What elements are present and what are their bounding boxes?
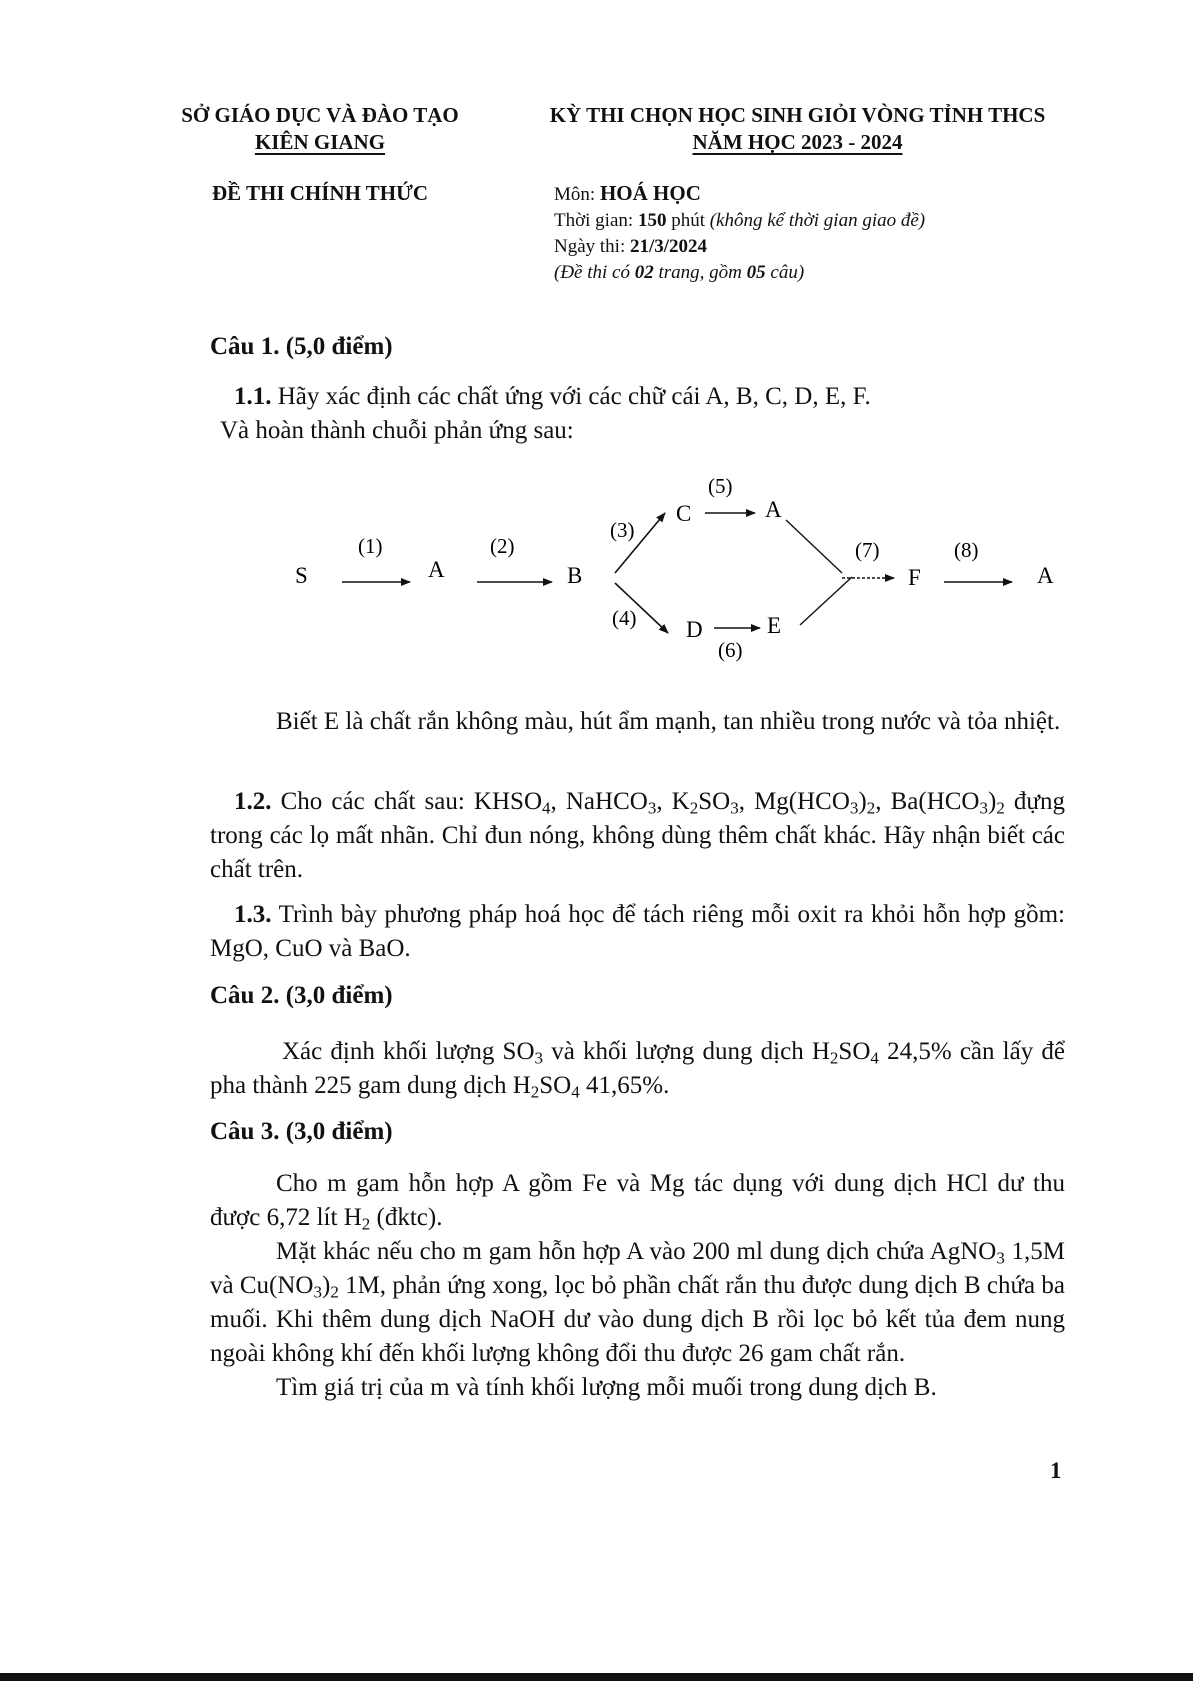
- step-8: (8): [954, 538, 979, 562]
- p12-text: , NaHCO: [550, 788, 648, 815]
- pages-questions: 05: [746, 262, 766, 283]
- pages-pre: (Đề thi có: [554, 262, 635, 283]
- q3-text: Tìm giá trị của m và tính khối lượng mỗi muối trong dung dịch B.: [276, 1374, 937, 1401]
- p12-text: đựng trong các lọ mất nhãn. Chỉ đun nóng, không dùng thêm chất khác. Hãy nhận biết các chất trên.: [210, 788, 1065, 883]
- q2-body: Xác định khối lượng $SO_3$ và khối lượng dung dịch $H_2SO_4$ 24,5% cần lấy để pha thành 225 gam dung dịch $H_2SO_4$ 41,65%.: [210, 1038, 1065, 1102]
- q1-part2: 1.2. Cho các chất sau: $KHSO_4$, NaHCO$_3$, $K_2SO_3$, $Mg(HCO_3)_2$, $Ba(HCO_3)_2$ đựng trong các lọ mất nhãn. Chỉ đun nóng, không dùng thêm chất khác. Hãy nhận biết các chất trên.: [210, 788, 1065, 883]
- species-c: C: [676, 501, 692, 526]
- step-2: (2): [490, 534, 515, 558]
- q3-text: Cho m gam hỗn hợp A gồm Fe và Mg tác dụng với dung dịch HCl dư thu được 6,72 lít H: [210, 1170, 1065, 1231]
- q3-body: Cho m gam hỗn hợp A gồm Fe và Mg tác dụng với dung dịch HCl dư thu được 6,72 lít $H_2$ (đktc). Mặt khác nếu cho m gam hỗn hợp A vào 200 ml dung dịch chứa AgNO$_3$ 1,5M và $Cu(NO_3)_2$ 1M, phản ứng xong, lọc bỏ phần chất rắn thu được dung dịch B chứa ba muối. Khi thêm dung dịch NaOH dư vào dung dịch B rồi lọc bỏ kết tủa đem nung ngoài không khí đến khối lượng không đổi thu được 26 gam chất rắn. Tìm giá trị của m và tính khối lượng mỗi muối trong dung dịch B.: [210, 1167, 1065, 1405]
- department-name: SỞ GIÁO DỤC VÀ ĐÀO TẠO: [181, 103, 459, 127]
- subject-line: [554, 180, 925, 208]
- p11-label: 1.1.: [234, 383, 272, 410]
- step-6: (6): [718, 638, 743, 662]
- exam-title: KỲ THI CHỌN HỌC SINH GIỎI VÒNG TỈNH THCS: [549, 103, 1046, 127]
- school-year: NĂM HỌC 2023 - 2024: [692, 130, 903, 154]
- species-a-second: A: [765, 497, 782, 522]
- p12-text: SO: [698, 788, 731, 815]
- species-f: F: [908, 565, 921, 590]
- scan-bottom-edge: [0, 1673, 1193, 1681]
- q1-part3: [210, 898, 1065, 966]
- date-line: [554, 234, 925, 260]
- reaction-scheme-diagram: [290, 465, 1080, 675]
- q2-text: SO: [838, 1038, 871, 1065]
- time-note: (không kể thời gian giao đề): [709, 210, 926, 231]
- page-number: 1: [1050, 1458, 1062, 1483]
- time-label: Thời gian:: [554, 210, 638, 231]
- q3-text: ): [321, 1272, 331, 1299]
- pages-mid: trang, gồm: [653, 262, 747, 283]
- question-2-title: Câu 2. (3,0 điểm): [210, 982, 393, 1009]
- time-unit: phút: [666, 210, 710, 231]
- q2-text: 24,5% cần lấy để pha thành 225 gam dung dịch H: [210, 1038, 1065, 1099]
- step-1: (1): [358, 534, 383, 558]
- q3-text: 1M, phản ứng xong, lọc bỏ phần chất rắn thu được dung dịch B chứa ba muối. Khi thêm dung dịch NaOH dư vào dung dịch B rồi lọc bỏ kết tủa đem nung ngoài không khí đến khối lượng không đổi thu được 26 gam chất rắn.: [210, 1272, 1065, 1367]
- species-d: D: [686, 617, 703, 642]
- species-a-third: A: [1037, 563, 1054, 588]
- q2-text: và khối lượng dung dịch H: [543, 1038, 830, 1065]
- note-text: Biết E là chất rắn không màu, hút ẩm mạnh, tan nhiều trong nước và tỏa nhiệt.: [276, 708, 1061, 735]
- species-s: S: [295, 563, 308, 588]
- time-value: 150: [637, 210, 667, 231]
- q1-note: [210, 705, 1065, 739]
- pages-post: câu): [765, 262, 805, 283]
- p12-text: ): [987, 788, 997, 815]
- time-line: [554, 208, 925, 234]
- step-4: (4): [612, 606, 637, 630]
- p12-text: , K: [656, 788, 690, 815]
- q1-part1: [210, 380, 1070, 448]
- p12-label: 1.2.: [234, 788, 272, 815]
- q3-text: Mặt khác nếu cho m gam hỗn hợp A vào 200 ml dung dịch chứa AgNO: [276, 1238, 997, 1265]
- q3-text: 1,5M và Cu(NO: [210, 1238, 1065, 1299]
- date-label: Ngày thi:: [554, 236, 630, 257]
- line-e-to-f: [800, 577, 852, 625]
- species-a-first: A: [428, 557, 445, 582]
- pages-count: 02: [634, 262, 654, 283]
- subject-value: HOÁ HỌC: [599, 181, 701, 205]
- line-a-to-f: [786, 520, 842, 573]
- p13-text: Trình bày phương pháp hoá học để tách riêng mỗi oxit ra khỏi hỗn hợp gồm: MgO, CuO và BaO.: [210, 901, 1065, 962]
- official-exam-label: ĐỀ THI CHÍNH THỨC: [211, 181, 429, 205]
- p12-text: , Mg(HCO: [738, 788, 850, 815]
- province-name: KIÊN GIANG: [254, 130, 386, 154]
- p11-line2: Và hoàn thành chuỗi phản ứng sau:: [220, 417, 574, 444]
- date-value: 21/3/2024: [630, 236, 708, 257]
- subject-label: Môn:: [554, 184, 600, 205]
- q3-text: (đktc).: [370, 1204, 443, 1231]
- q2-text: Xác định khối lượng SO: [282, 1038, 535, 1065]
- exam-meta: [554, 180, 925, 286]
- question-1-title: Câu 1. (5,0 điểm): [210, 333, 393, 360]
- q2-text: SO: [539, 1072, 572, 1099]
- step-5: (5): [708, 474, 733, 498]
- step-7: (7): [855, 538, 880, 562]
- question-3-title: Câu 3. (3,0 điểm): [210, 1118, 393, 1145]
- p12-text: , Ba(HCO: [875, 788, 980, 815]
- step-3: (3): [610, 518, 635, 542]
- p11-line1: Hãy xác định các chất ứng với các chữ cái A, B, C, D, E, F.: [271, 383, 871, 410]
- q2-text: 41,65%.: [579, 1072, 670, 1099]
- pages-line: [554, 260, 925, 286]
- p12-text: ): [858, 788, 867, 815]
- p13-label: 1.3.: [234, 901, 272, 928]
- species-e: E: [767, 613, 782, 638]
- species-b: B: [567, 563, 583, 588]
- p12-text: Cho các chất sau: KHSO: [271, 788, 543, 815]
